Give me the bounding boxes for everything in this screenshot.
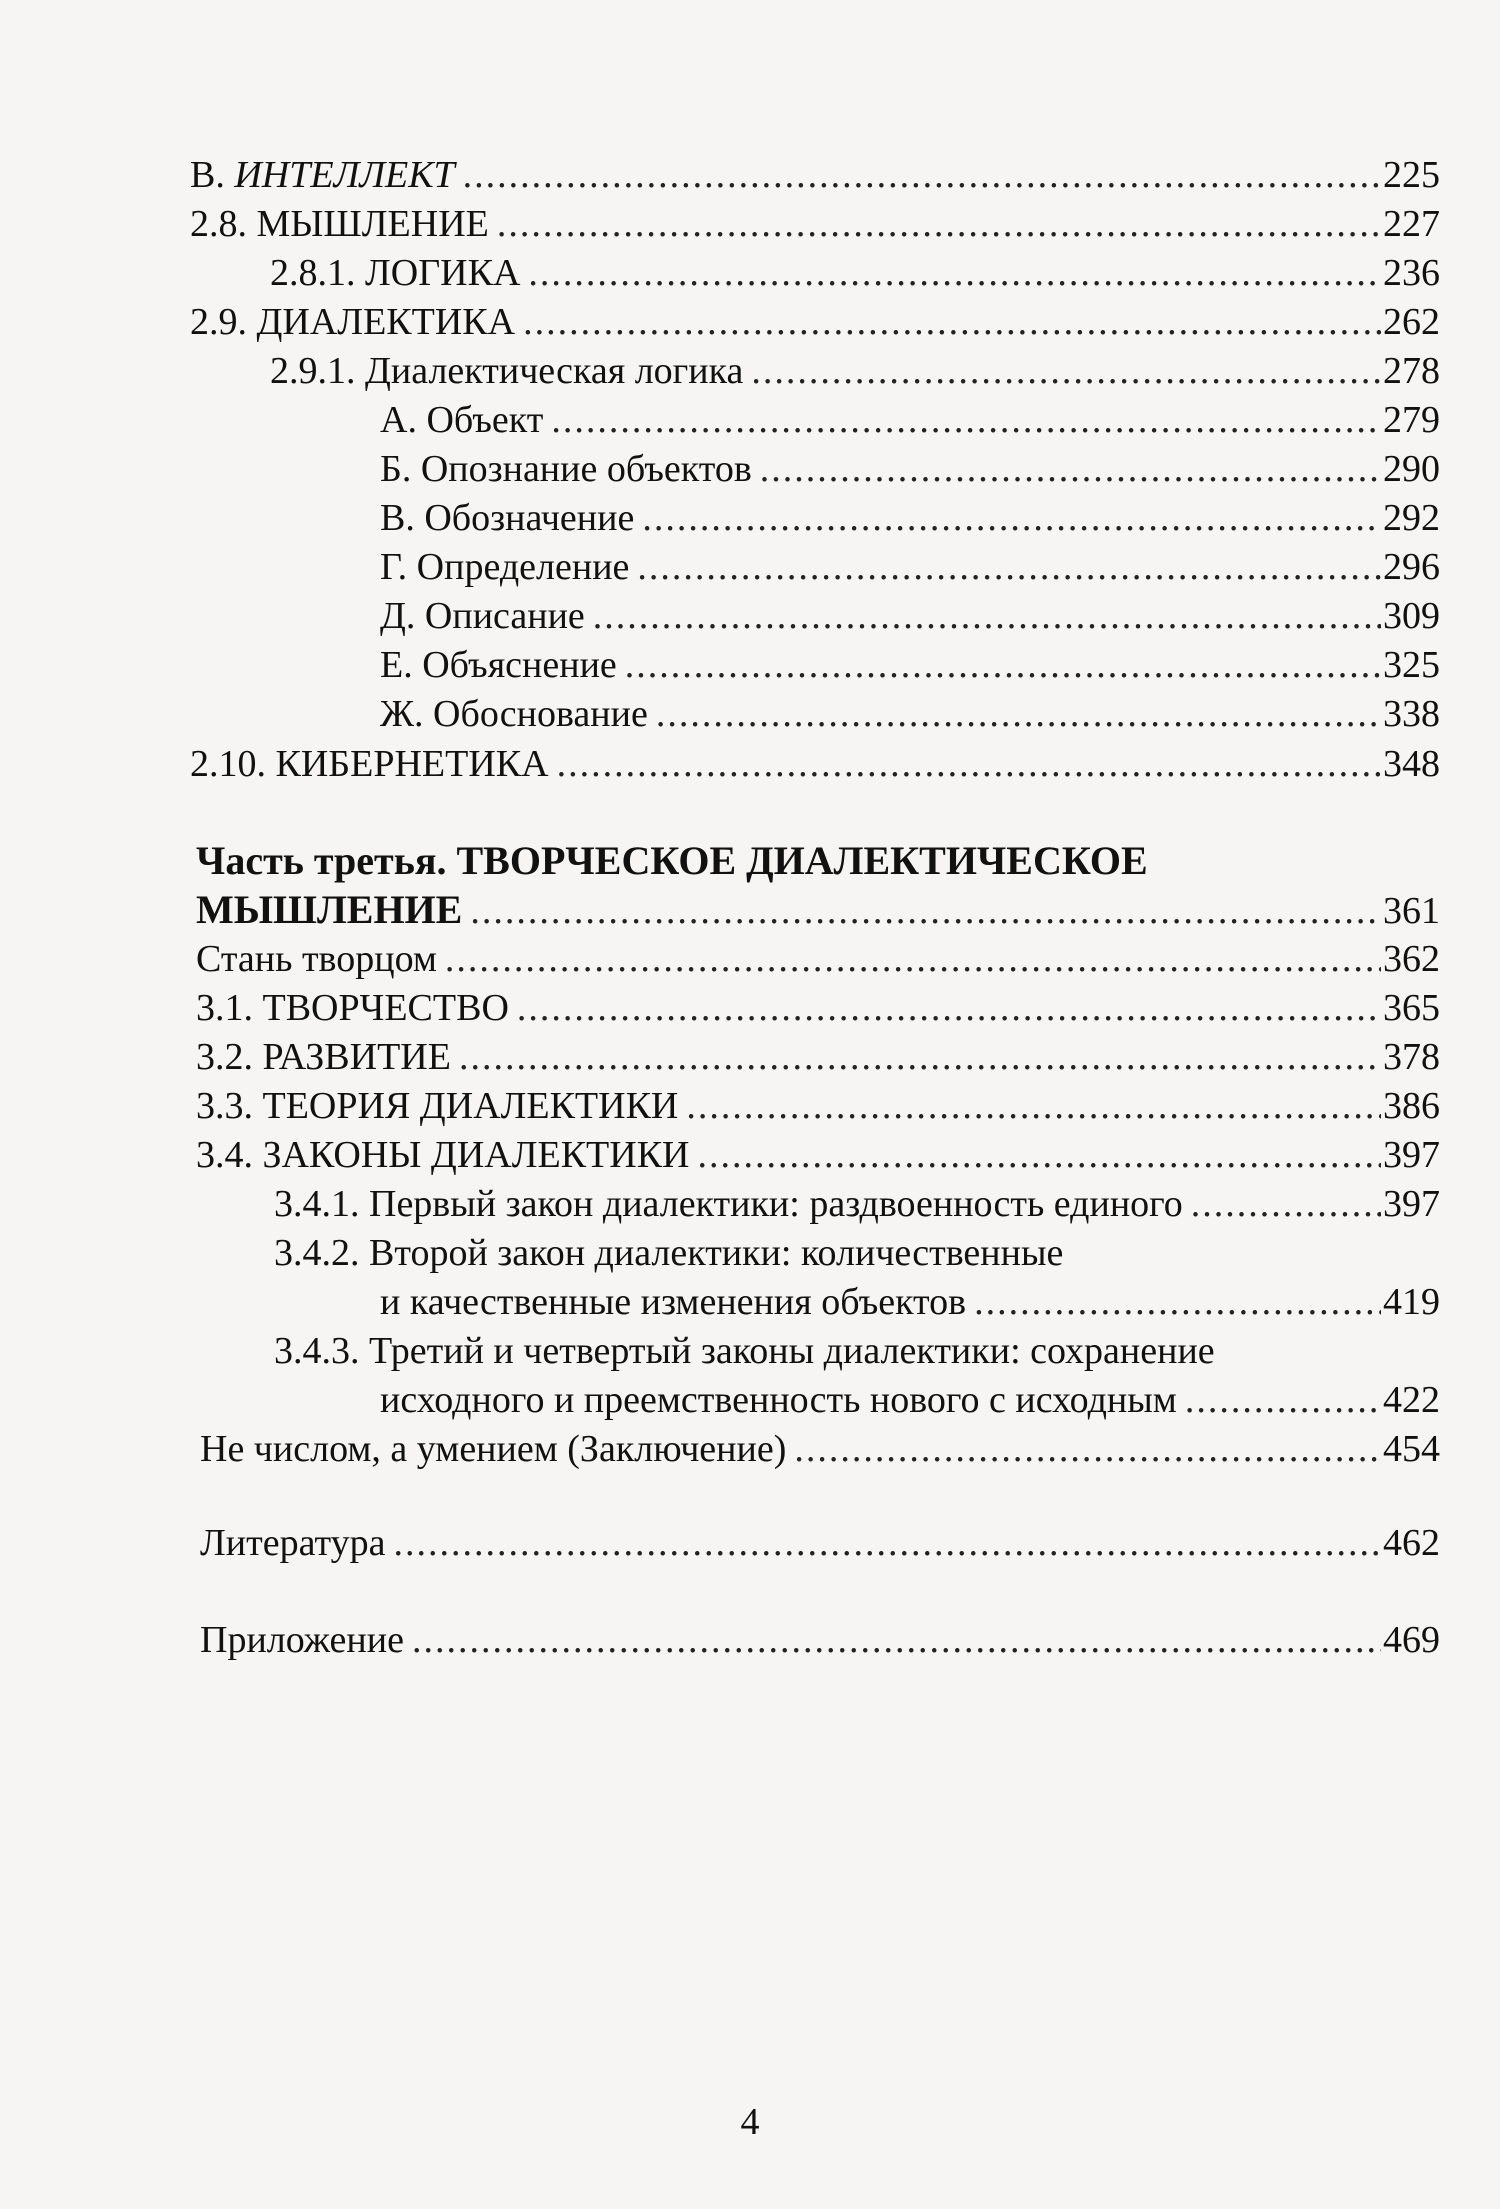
leader-dots (459, 1034, 1381, 1080)
leader-dots (412, 1617, 1381, 1663)
leader-dots (1191, 1181, 1381, 1227)
leader-dots (637, 544, 1381, 590)
toc-entry-page: 290 (1383, 448, 1440, 490)
leader-dots (523, 299, 1381, 345)
toc-entry (200, 1426, 1440, 1472)
leader-dots (760, 446, 1381, 492)
toc-entry (190, 152, 1440, 198)
leader-dots (794, 1426, 1381, 1472)
toc-entry (380, 446, 1440, 492)
toc-entry-label: 3.3. ТЕОРИЯ ДИАЛЕКТИКИ (196, 1085, 679, 1127)
toc-entry-label: Д. Описание (380, 595, 585, 637)
toc-entry-page: 469 (1383, 1619, 1440, 1661)
toc-entry-page: 227 (1383, 203, 1440, 245)
toc-entry (200, 1617, 1440, 1663)
toc-entry-label: 2.9. ДИАЛЕКТИКА (190, 301, 516, 343)
toc-entry (196, 936, 1440, 982)
toc-entry-page: 361 (1383, 890, 1440, 932)
toc-entry (380, 544, 1440, 590)
toc-entry (196, 887, 1440, 933)
toc-entry-label: 3.2. РАЗВИТИЕ (196, 1036, 451, 1078)
toc-entry-page: 225 (1383, 154, 1440, 196)
toc-entry-label: 3.4. ЗАКОНЫ ДИАЛЕКТИКИ (196, 1134, 690, 1176)
page-number: 4 (740, 2101, 760, 2143)
leader-dots (686, 1083, 1381, 1129)
toc-entry (196, 1034, 1440, 1080)
part-heading-prefix: Часть третья. (196, 838, 447, 883)
toc-entry-page: 386 (1383, 1085, 1440, 1127)
toc-entry-page: 338 (1383, 693, 1440, 735)
leader-dots (497, 201, 1381, 247)
leader-dots (551, 397, 1381, 443)
leader-dots (751, 348, 1381, 394)
toc-entry-page: 348 (1383, 743, 1440, 785)
leader-dots (557, 741, 1381, 787)
toc-entry-page: 462 (1383, 1522, 1440, 1564)
toc-entry-label: Приложение (200, 1619, 404, 1661)
toc-entry-label: А. Объект (380, 399, 544, 441)
toc-entry-page: 278 (1383, 350, 1440, 392)
toc-entry (380, 593, 1440, 639)
part-heading (196, 838, 1148, 884)
toc-entry-page: 454 (1383, 1428, 1440, 1470)
toc-entry-label-prefix: В. (190, 154, 235, 196)
toc-entry-page: 365 (1383, 987, 1440, 1029)
toc-entry-label: Б. Опознание объектов (380, 448, 752, 490)
leader-dots (625, 642, 1381, 688)
leader-dots (470, 888, 1381, 933)
toc-entry-label: 2.9.1. Диалектическая логика (270, 350, 744, 392)
leader-dots (656, 691, 1381, 737)
toc-entry-label: 3.1. ТВОРЧЕСТВО (196, 987, 509, 1029)
leader-dots (593, 593, 1381, 639)
toc-entry-label: 2.10. КИБЕРНЕТИКА (190, 743, 549, 785)
toc-entry-label: Литература (200, 1522, 386, 1564)
toc-entry (190, 201, 1440, 247)
toc-entry-page: 279 (1383, 399, 1440, 441)
leader-dots (528, 250, 1381, 296)
toc-entry-label: Ж. Обоснование (380, 693, 648, 735)
toc-entry-label-line2: и качественные изменения объектов (380, 1281, 967, 1323)
toc-entry-label: ИНТЕЛЛЕКТ (234, 154, 455, 196)
part-heading-title-line2: МЫШЛЕНИЕ (196, 887, 463, 932)
toc-entry-label-line1: 3.4.2. Второй закон диалектики: количественные (274, 1232, 1064, 1274)
toc-entry-page: 422 (1383, 1379, 1440, 1421)
leader-dots (393, 1520, 1381, 1566)
toc-entry-page: 236 (1383, 252, 1440, 294)
toc-entry-label: 3.4.1. Первый закон диалектики: раздвоенность единого (274, 1183, 1183, 1225)
toc-entry (380, 642, 1440, 688)
toc-entry-page: 419 (1383, 1281, 1440, 1323)
toc-entry-page: 397 (1383, 1183, 1440, 1225)
toc-entry (196, 985, 1440, 1031)
toc-entry (196, 1132, 1440, 1178)
toc-entry (380, 691, 1440, 737)
leader-dots (517, 985, 1381, 1031)
leader-dots (974, 1279, 1381, 1325)
toc-entry (380, 1377, 1440, 1423)
toc-entry-label: 2.8.1. ЛОГИКА (270, 252, 521, 294)
toc-entry (270, 250, 1440, 296)
toc-entry-label-line2: исходного и преемственность нового с исходным (380, 1379, 1177, 1421)
toc-entry-label: Е. Объяснение (380, 644, 617, 686)
leader-dots (445, 936, 1381, 982)
toc-entry-page: 397 (1383, 1134, 1440, 1176)
toc-entry-label: Не числом, а умением (Заключение) (200, 1428, 787, 1470)
leader-dots (697, 1132, 1381, 1178)
toc-entry (190, 299, 1440, 345)
toc-entry-label: Стань творцом (196, 938, 437, 980)
toc-entry (274, 1181, 1440, 1227)
toc-entry-page: 309 (1383, 595, 1440, 637)
toc-entry-page: 292 (1383, 497, 1440, 539)
toc-entry (196, 1083, 1440, 1129)
toc-entry (190, 741, 1440, 787)
toc-entry-label: Г. Определение (380, 546, 630, 588)
toc-entry-label-line1: 3.4.3. Третий и четвертый законы диалектики: сохранение (274, 1330, 1215, 1372)
leader-dots (1185, 1377, 1381, 1423)
toc-entry-page: 325 (1383, 644, 1440, 686)
part-heading-title: ТВОРЧЕСКОЕ ДИАЛЕКТИЧЕСКОЕ (446, 838, 1148, 883)
toc-entry (200, 1520, 1440, 1566)
toc-entry-label: 2.8. МЫШЛЕНИЕ (190, 203, 489, 245)
leader-dots (642, 495, 1381, 541)
toc-entry (380, 397, 1440, 443)
toc-entry (270, 348, 1440, 394)
toc-entry-page: 296 (1383, 546, 1440, 588)
toc-entry-page: 262 (1383, 301, 1440, 343)
toc-entry (380, 1279, 1440, 1325)
toc-entry (380, 495, 1440, 541)
toc-entry-page: 378 (1383, 1036, 1440, 1078)
leader-dots (463, 152, 1381, 198)
toc-entry-page: 362 (1383, 938, 1440, 980)
toc-entry-label: В. Обозначение (380, 497, 635, 539)
